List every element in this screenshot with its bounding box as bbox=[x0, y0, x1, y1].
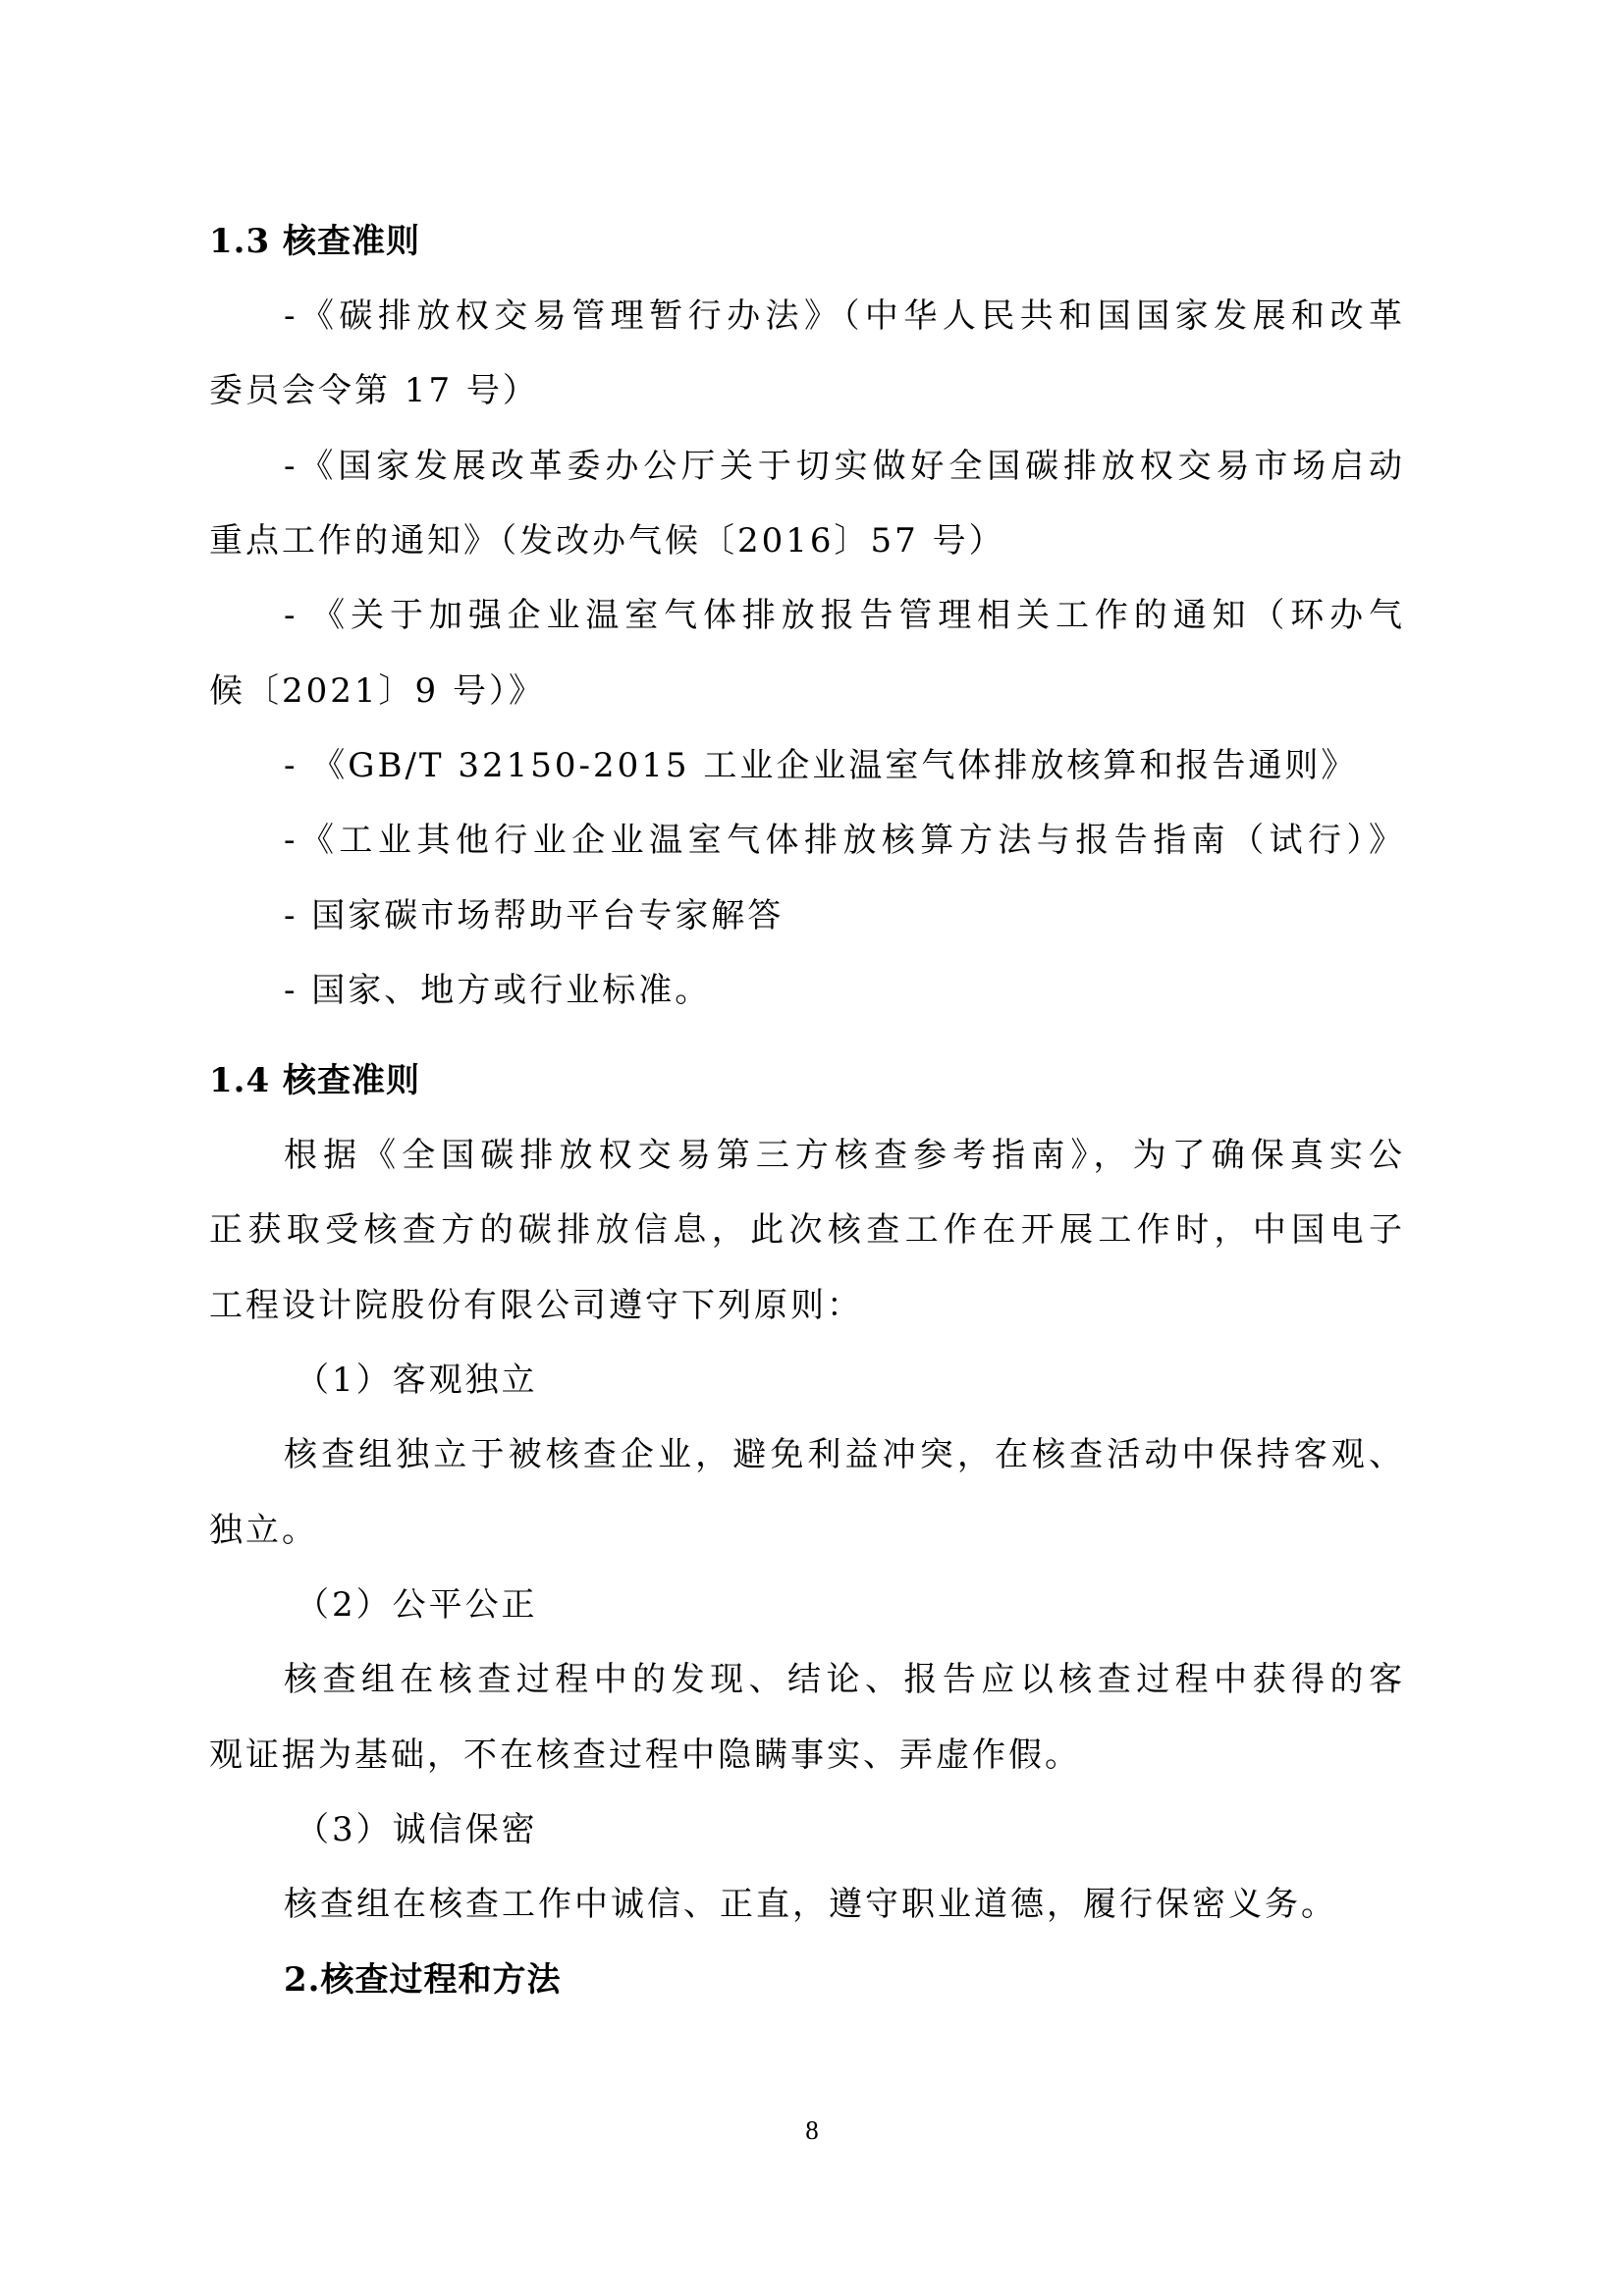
body-line: 独立。 bbox=[209, 1511, 318, 1550]
document-page bbox=[209, 0, 1402, 2296]
section-heading-1-4: 1.4 核查准则 bbox=[209, 1061, 420, 1100]
body-line: 正获取受核查方的碳排放信息，此次核查工作在开展工作时，中国电子 bbox=[209, 1210, 1402, 1250]
criteria-line: 重点工作的通知》（发改办气候〔2016〕57 号） bbox=[209, 521, 1005, 561]
criteria-line: - 《GB/T 32150-2015 工业企业温室气体排放核算和报告通则》 bbox=[284, 746, 1358, 785]
section-heading-1-3: 1.3 核查准则 bbox=[209, 222, 420, 261]
principle-title: （1）客观独立 bbox=[296, 1361, 538, 1400]
criteria-line: -《工业其他行业企业温室气体排放核算方法与报告指南（试行）》 bbox=[284, 821, 1402, 860]
body-line: 核查组在核查过程中的发现、结论、报告应以核查过程中获得的客 bbox=[284, 1660, 1402, 1699]
principle-title: （2）公平公正 bbox=[296, 1585, 538, 1625]
principle-title: （3）诚信保密 bbox=[296, 1810, 538, 1849]
section-heading-2: 2.核查过程和方法 bbox=[284, 1960, 562, 2000]
body-line: 核查组独立于被核查企业，避免利益冲突，在核查活动中保持客观、 bbox=[284, 1435, 1402, 1474]
criteria-line: -《碳排放权交易管理暂行办法》（中华人民共和国国家发展和改革 bbox=[284, 296, 1402, 336]
criteria-line: 候〔2021〕9 号）》 bbox=[209, 671, 545, 711]
criteria-line: - 国家、地方或行业标准。 bbox=[284, 971, 712, 1010]
criteria-line: -《国家发展改革委办公厅关于切实做好全国碳排放权交易市场启动 bbox=[284, 447, 1402, 486]
page-number: 8 bbox=[805, 2115, 819, 2145]
body-line: 根据《全国碳排放权交易第三方核查参考指南》，为了确保真实公 bbox=[284, 1136, 1402, 1175]
body-line: 核查组在核查工作中诚信、正直，遵守职业道德，履行保密义务。 bbox=[284, 1885, 1337, 1924]
criteria-line: 委员会令第 17 号） bbox=[209, 371, 539, 410]
criteria-line: - 国家碳市场帮助平台专家解答 bbox=[284, 896, 785, 935]
body-line: 工程设计院股份有限公司遵守下列原则： bbox=[209, 1286, 863, 1325]
criteria-line: - 《关于加强企业温室气体排放报告管理相关工作的通知（环办气 bbox=[284, 596, 1402, 635]
body-line: 观证据为基础，不在核查过程中隐瞒事实、弄虚作假。 bbox=[209, 1735, 1081, 1775]
